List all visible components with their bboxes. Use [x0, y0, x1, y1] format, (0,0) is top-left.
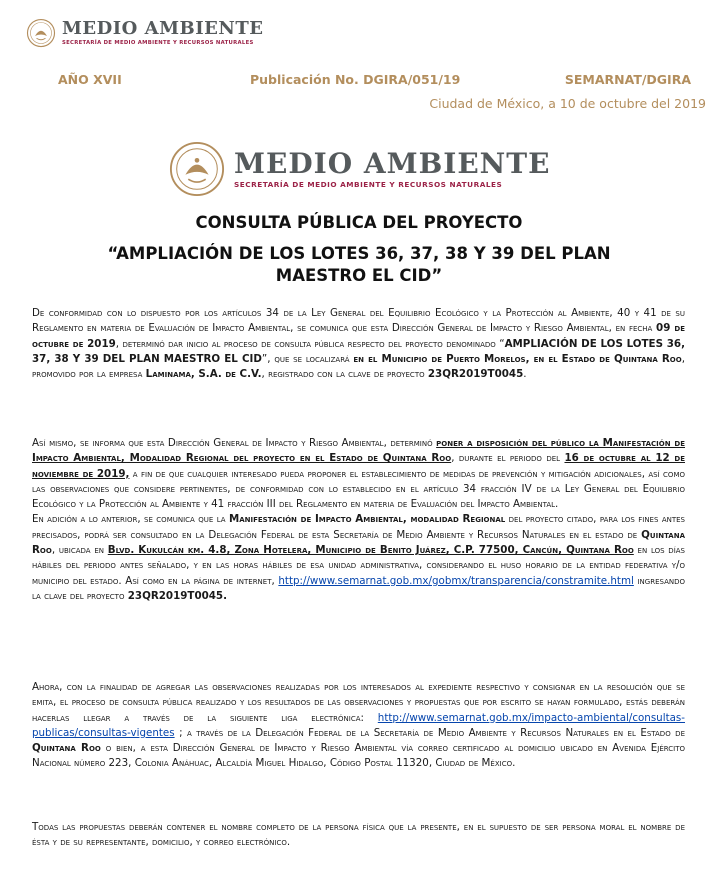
- logo-title: MEDIO AMBIENTE: [62, 18, 264, 39]
- main-logo-subtitle: SECRETARÍA DE MEDIO AMBIENTE Y RECURSOS NATURALES: [234, 180, 503, 189]
- publication-meta-row: [0, 72, 718, 88]
- publication-number: Publicación No. DGIRA/051/19: [250, 72, 461, 87]
- header-logo: [26, 18, 263, 48]
- transparency-link[interactable]: http://www.semarnat.gob.mx/gobmx/transparencia/constramite.html: [278, 574, 634, 587]
- year-label: AÑO XVII: [58, 72, 122, 87]
- paragraph-2: Así mismo, se informa que esta Dirección General de Impacto y Riesgo Ambiental, determinó poner a disposición del público la Manifestación de Impacto Ambiental, Modalidad Regional del proyecto en el Estado de Quintana Roo, durante el periodo del 16 de octubre al 12 de noviembre de 2019, a fin de que cualquier interesado pueda proponer el establecimiento de medidas de prevención y mitigación adicionales, así como las observaciones que considere pertinentes, de conformidad con lo establecido en el artículo 34 fracción IV de la Ley General del Equilibrio Ecológico y la Protección al Ambiente y 41 fracción III del Reglamento en materia de Evaluación del Impacto Ambiental. En adición a lo anterior, se comunica que la Manifestación de Impacto Ambiental, modalidad Regional del proyecto citado, para los fines antes precisados, podrá ser consultado en la Delegación Federal de esta Secretaría de Medio Ambiente y Recursos Naturales en el estado de Quintana Roo, ubicada en Blvd. Kukulcán km. 4.8, Zona Hotelera, Municipio de Benito Juárez, C.P. 77500, Cancún, Quintana Roo en los días hábiles del periodo antes señalado, y en las horas hábiles de esa unidad administrativa, considerando el huso horario de la entidad federativa y/o municipio del estado. Así como en la página de internet, http://www.semarnat.gob.mx/gobmx/transparencia/constramite.html ingresando la clave del proyecto 23QR2019T0045.: [32, 437, 685, 602]
- main-logo: [168, 140, 550, 198]
- document-title: CONSULTA PÚBLICA DEL PROYECTO: [195, 213, 523, 232]
- organization-code: SEMARNAT/DGIRA: [564, 72, 691, 87]
- project-title: “AMPLIACIÓN DE LOS LOTES 36, 37, 38 Y 39 DEL PLAN MAESTRO EL CID”: [107, 244, 611, 285]
- date-line: Ciudad de México, a 10 de octubre del 2019: [429, 96, 706, 111]
- consultas-vigentes-link[interactable]: http://www.semarnat.gob.mx/impacto-ambiental/consultas-publicas/consultas-vigentes: [32, 711, 685, 739]
- paragraph-4: Todas las propuestas deberán contener el nombre completo de la persona física que la presente, en el supuesto de ser persona moral el nombre de ésta y de su representante, domicilio, y correo electrónico.: [32, 821, 685, 849]
- logo-subtitle: SECRETARÍA DE MEDIO AMBIENTE Y RECURSOS NATURALES: [62, 40, 254, 46]
- main-logo-title: MEDIO AMBIENTE: [234, 147, 551, 180]
- eagle-seal-icon: [26, 18, 56, 48]
- paragraph-1: De conformidad con lo dispuesto por los artículos 34 de la Ley General del Equilibrio Ecológico y la Protección al Ambiente, 40 y 41 de su Reglamento en materia de Evaluación de Impacto Ambiental, se comunica que esta Dirección General de Impacto y Riesgo Ambiental, en fecha 09 de octubre de 2019, determinó dar inicio al proceso de consulta pública respecto del proyecto denominado “AMPLIACIÓN DE LOS LOTES 36, 37, 38 Y 39 DEL PLAN MAESTRO EL CID”, que se localizará en el Municipio de Puerto Morelos, en el Estado de Quintana Roo, promovido por la empresa Laminama, S.A. de C.V., registrado con la clave de proyecto 23QR2019T0045.: [32, 307, 685, 381]
- eagle-seal-icon: [168, 140, 226, 198]
- paragraph-3: Ahora, con la finalidad de agregar las observaciones realizadas por los interesados al expediente respectivo y consignar en la resolución que se emita, el proceso de consulta pública realizado y los resultados de las observaciones y propuestas que por escrito se hayan formulado, estás deberán hacerlas llegar a través de la siguiente liga electrónica: http://www.semarnat.gob.mx/impacto-ambiental/consultas-publicas/consultas-vigentes ; a través de la Delegación Federal de la Secretaría de Medio Ambiente y Recursos Naturales en el Estado de Quintana Roo o bien, a esta Dirección General de Impacto y Riesgo Ambiental vía correo certificado al domicilio ubicado en Avenida Ejército Nacional número 223, Colonia Anáhuac, Alcaldía Miguel Hidalgo, Código Postal 11320, Ciudad de México.: [32, 681, 686, 770]
